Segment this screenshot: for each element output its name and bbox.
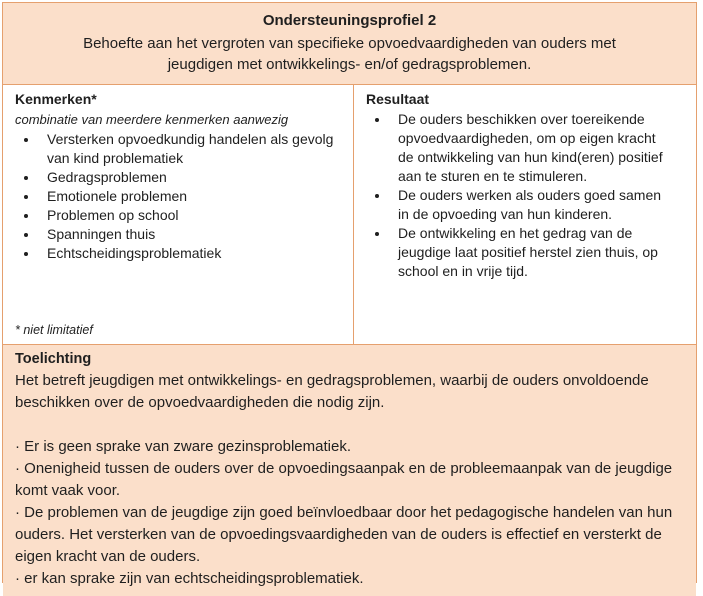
kenmerken-list — [15, 130, 339, 263]
kenmerken-item: • Gedragsproblemen — [39, 168, 339, 187]
kenmerken-cell — [3, 85, 354, 344]
profile-subtitle: Behoefte aan het vergroten van specifieke opvoedvaardigheden van ouders met jeugdigen met ontwikkelings- en/of gedragsproblemen. — [83, 35, 616, 73]
profile-title: Ondersteuningsprofiel 2 — [262, 12, 437, 29]
profile-header — [3, 3, 696, 85]
kenmerken-footnote: * niet limitatief — [15, 323, 93, 337]
kenmerken-item: • Echtscheidingsproblematiek — [39, 244, 339, 263]
resultaat-heading: Resultaat — [366, 91, 430, 107]
toelichting-point: · Onenigheid tussen de ouders over de opvoedingsaanpak en de probleemaanpak van de jeugdige komt vaak voor. — [15, 460, 673, 499]
toelichting-point: · er kan sprake zijn van echtscheidingsproblematiek. — [15, 570, 364, 587]
toelichting-point: · Er is geen sprake van zware gezinsproblematiek. — [15, 438, 351, 455]
characteristics-results-row — [3, 85, 696, 344]
support-profile-table — [2, 2, 697, 587]
toelichting-point: · De problemen van de jeugdige zijn goed beïnvloedbaar door het pedagogische handelen van hun ouders. Het versterken van de opvoedingsvaardigheden van de ouders is effectief en versterkt de eigen kracht van de ouders. — [15, 504, 673, 565]
kenmerken-item: • Spanningen thuis — [39, 225, 339, 244]
kenmerken-item: • Problemen op school — [39, 206, 339, 225]
kenmerken-item: • Versterken opvoedkundig handelen als gevolg van kind problematiek — [39, 130, 339, 168]
toelichting-points — [15, 436, 680, 590]
resultaat-item: • De ouders beschikken over toereikende opvoedvaardigheden, om op eigen kracht de ontwikkeling van hun kind(eren) positief aan te sturen en te stimuleren. — [390, 110, 670, 186]
resultaat-item: • De ouders werken als ouders goed samen in de opvoeding van hun kinderen. — [390, 186, 670, 224]
resultaat-item: • De ontwikkeling en het gedrag van de jeugdige laat positief herstel zien thuis, op school en in vrije tijd. — [390, 224, 670, 281]
kenmerken-heading: Kenmerken* — [15, 91, 97, 107]
toelichting-heading: Toelichting — [15, 351, 92, 367]
resultaat-cell — [354, 85, 696, 344]
resultaat-list — [366, 110, 670, 281]
kenmerken-note: combinatie van meerdere kenmerken aanwezig — [15, 112, 289, 127]
toelichting-intro: Het betreft jeugdigen met ontwikkelings- en gedragsproblemen, waarbij de ouders onvoldoende beschikken over de opvoedvaardigheden die nodig zijn. — [15, 372, 649, 411]
kenmerken-item: • Emotionele problemen — [39, 187, 339, 206]
toelichting-section — [3, 344, 696, 596]
